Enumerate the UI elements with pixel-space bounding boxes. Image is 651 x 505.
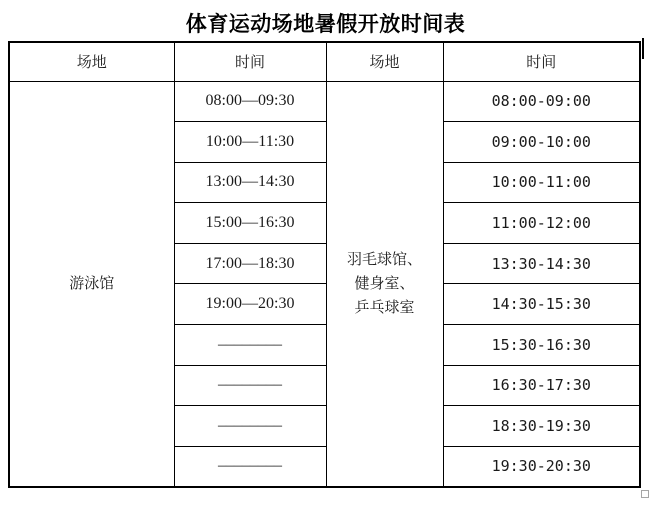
time-cell-right: 09:00-10:00 xyxy=(443,122,640,163)
schedule-table xyxy=(8,41,641,488)
venue-line-gym: 健身室、 xyxy=(354,275,415,292)
time-cell-left: 10:00—11:30 xyxy=(174,122,326,163)
header-venue-left: 场地 xyxy=(9,42,174,81)
venue-cell-group xyxy=(326,81,443,487)
time-cell-left: 13:00—14:30 xyxy=(174,162,326,203)
time-cell-right: 14:30-15:30 xyxy=(443,284,640,325)
time-cell-left-empty: –––––––– xyxy=(174,446,326,487)
time-cell-left: 08:00—09:30 xyxy=(174,81,326,122)
time-cell-left-empty: –––––––– xyxy=(174,325,326,366)
time-cell-left: 17:00—18:30 xyxy=(174,243,326,284)
header-time-left: 时间 xyxy=(174,42,326,81)
time-cell-right: 18:30-19:30 xyxy=(443,406,640,447)
time-cell-right: 08:00-09:00 xyxy=(443,81,640,122)
table-row xyxy=(9,81,640,122)
time-cell-right: 13:30-14:30 xyxy=(443,243,640,284)
venue-cell-swimming-pool: 游泳馆 xyxy=(9,81,174,487)
text-cursor-icon xyxy=(642,38,644,59)
header-time-right: 时间 xyxy=(443,42,640,81)
page-title: 体育运动场地暑假开放时间表 xyxy=(185,12,466,36)
time-cell-right: 11:00-12:00 xyxy=(443,203,640,244)
venue-line-tabletennis: 乒乓球室 xyxy=(354,299,415,316)
time-cell-right: 16:30-17:30 xyxy=(443,365,640,406)
venue-line-badminton: 羽毛球馆、 xyxy=(346,251,422,268)
paragraph-mark-icon xyxy=(641,490,649,498)
header-venue-right: 场地 xyxy=(326,42,443,81)
time-cell-right: 19:30-20:30 xyxy=(443,446,640,487)
time-cell-right: 10:00-11:00 xyxy=(443,162,640,203)
time-cell-left-empty: –––––––– xyxy=(174,365,326,406)
header-row xyxy=(9,42,640,81)
time-cell-left-empty: –––––––– xyxy=(174,406,326,447)
time-cell-left: 19:00—20:30 xyxy=(174,284,326,325)
time-cell-left: 15:00—16:30 xyxy=(174,203,326,244)
time-cell-right: 15:30-16:30 xyxy=(443,325,640,366)
